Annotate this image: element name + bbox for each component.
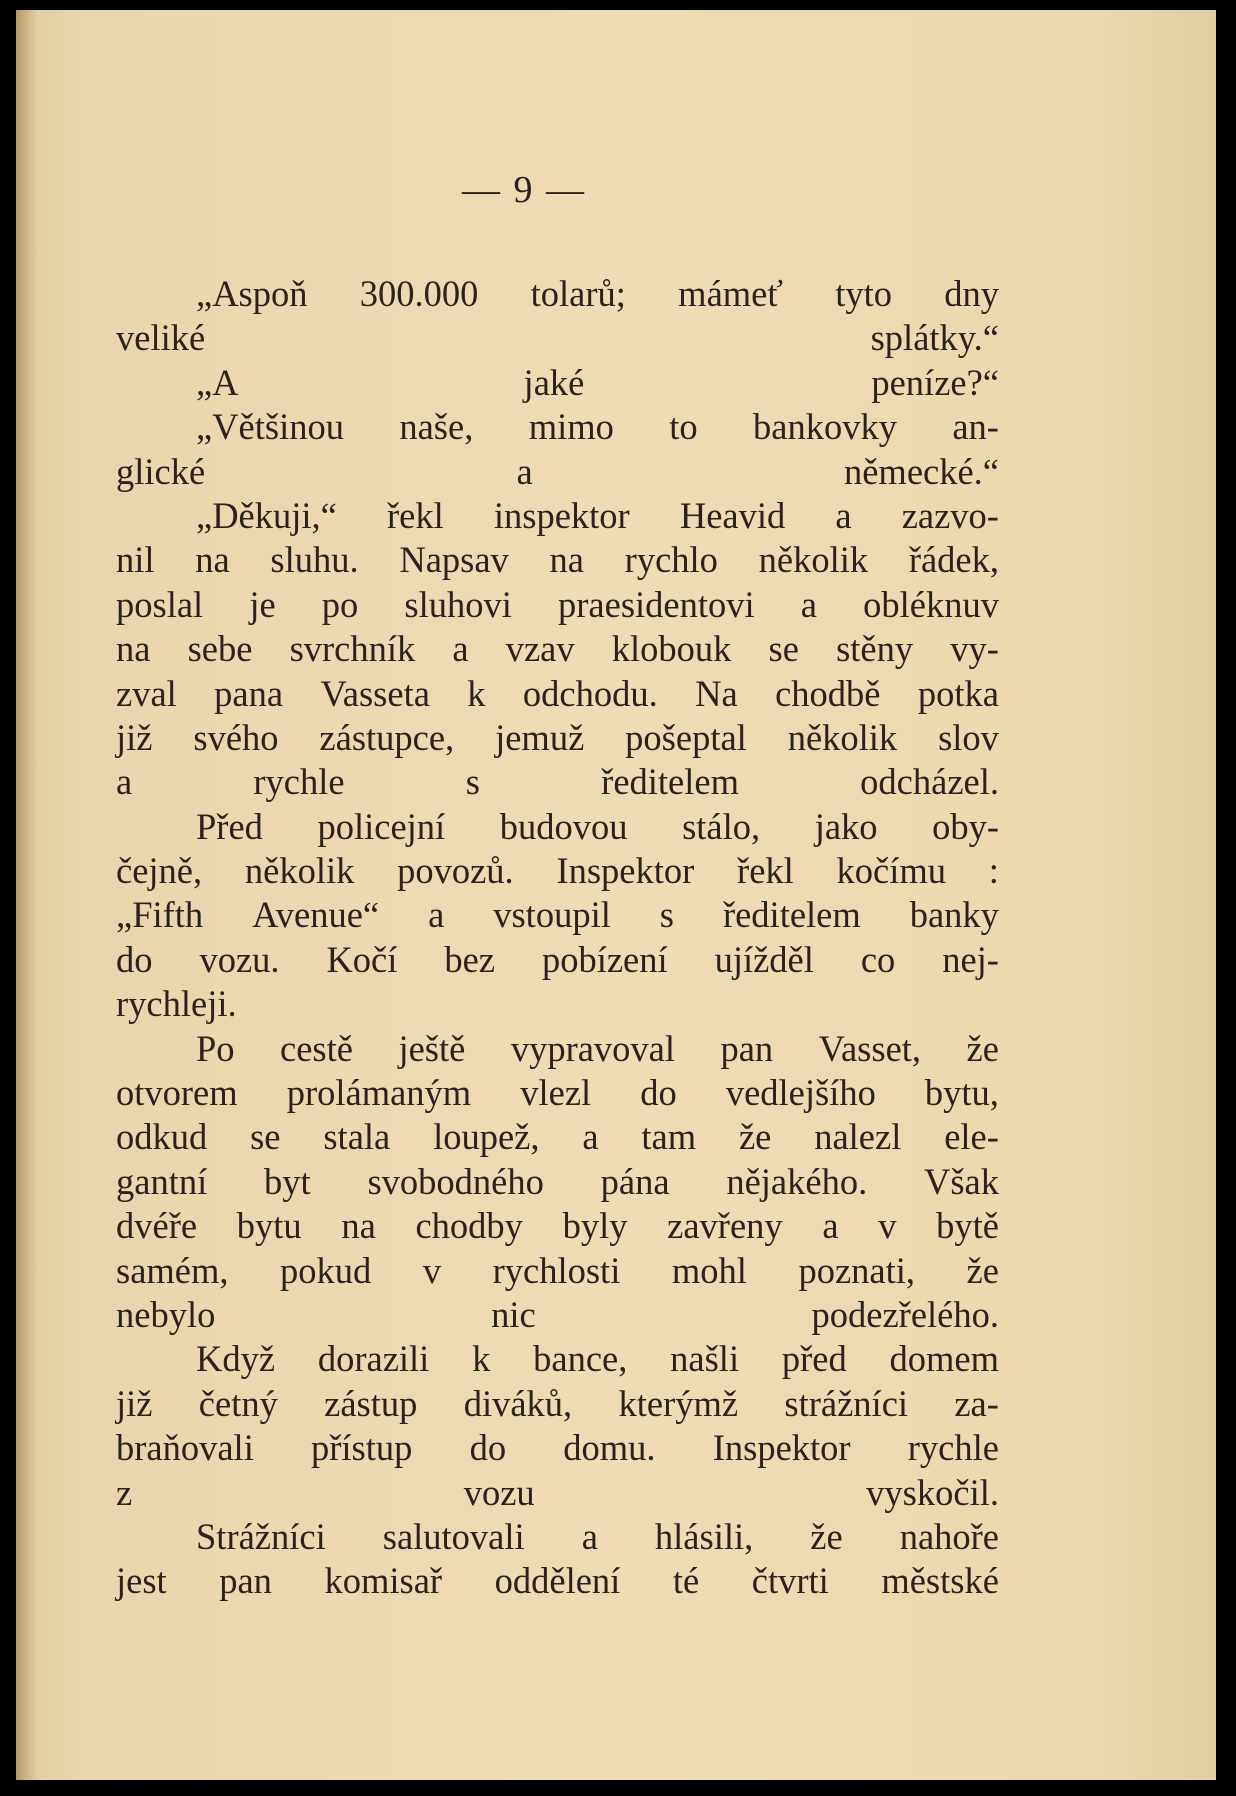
- text-line: otvorem prolámaným vlezl do vedlejšího bytu,: [116, 1072, 999, 1114]
- page-spine-shadow: [16, 10, 38, 1780]
- text-line: poslal je po sluhovi praesidentovi a obléknuv: [116, 583, 999, 625]
- text-line: odkud se stala loupež, a tam že nalezl ele-: [116, 1116, 999, 1158]
- text-line: zval pana Vasseta k odchodu. Na chodbě potka: [116, 672, 999, 714]
- text-line: na sebe svrchník a vzav klobouk se stěny vy-: [116, 628, 999, 670]
- text-line: „Aspoň 300.000 tolarů; mámeť tyto dny: [196, 273, 999, 314]
- text-line: gantní byt svobodného pána nějakého. Však: [116, 1160, 999, 1202]
- text-line: Když dorazili k bance, našli před domem: [196, 1338, 999, 1380]
- text-line: Po cestě ještě vypravoval pan Vasset, že: [196, 1027, 999, 1069]
- text-line: Před policejní budovou stálo, jako oby-: [196, 805, 999, 847]
- text-line: jest pan komisař oddělení té čtvrti městské: [116, 1560, 999, 1602]
- text-line: Strážníci salutovali a hlásili, že nahoře: [196, 1515, 999, 1557]
- text-line: „Děkuji,“ řekl inspektor Heavid a zazvo-: [196, 494, 999, 536]
- text-line: do vozu. Kočí bez pobízení ujížděl co nej-: [116, 938, 999, 980]
- body-text: [116, 272, 999, 1604]
- text-line: „Většinou naše, mimo to bankovky an-: [196, 406, 999, 448]
- text-line: již svého zástupce, jemuž pošeptal několik slov: [116, 716, 999, 758]
- text-line: glické a německé.“: [116, 450, 999, 492]
- text-line: rychleji.: [116, 983, 237, 1025]
- text-line: veliké splátky.“: [116, 317, 999, 359]
- text-line: čejně, několik povozů. Inspektor řekl kočímu :: [116, 850, 999, 892]
- text-line: a rychle s ředitelem odcházel.: [116, 761, 999, 803]
- book-page: [16, 10, 1216, 1780]
- text-line: braňovali přístup do domu. Inspektor rychle: [116, 1427, 999, 1469]
- text-line: dvéře bytu na chodby byly zavřeny a v bytě: [116, 1205, 999, 1247]
- text-line: z vozu vyskočil.: [116, 1471, 999, 1513]
- text-line: „A jaké peníze?“: [196, 361, 999, 403]
- text-line: „Fifth Avenue“ a vstoupil s ředitelem banky: [116, 894, 999, 936]
- text-line: nil na sluhu. Napsav na rychlo několik řádek,: [116, 539, 999, 581]
- text-line: již četný zástup diváků, kterýmž strážníci za-: [116, 1382, 999, 1424]
- page-number: — 9 —: [462, 169, 586, 211]
- text-line: samém, pokud v rychlosti mohl poznati, že: [116, 1249, 999, 1291]
- text-line: nebylo nic podezřelého.: [116, 1293, 999, 1335]
